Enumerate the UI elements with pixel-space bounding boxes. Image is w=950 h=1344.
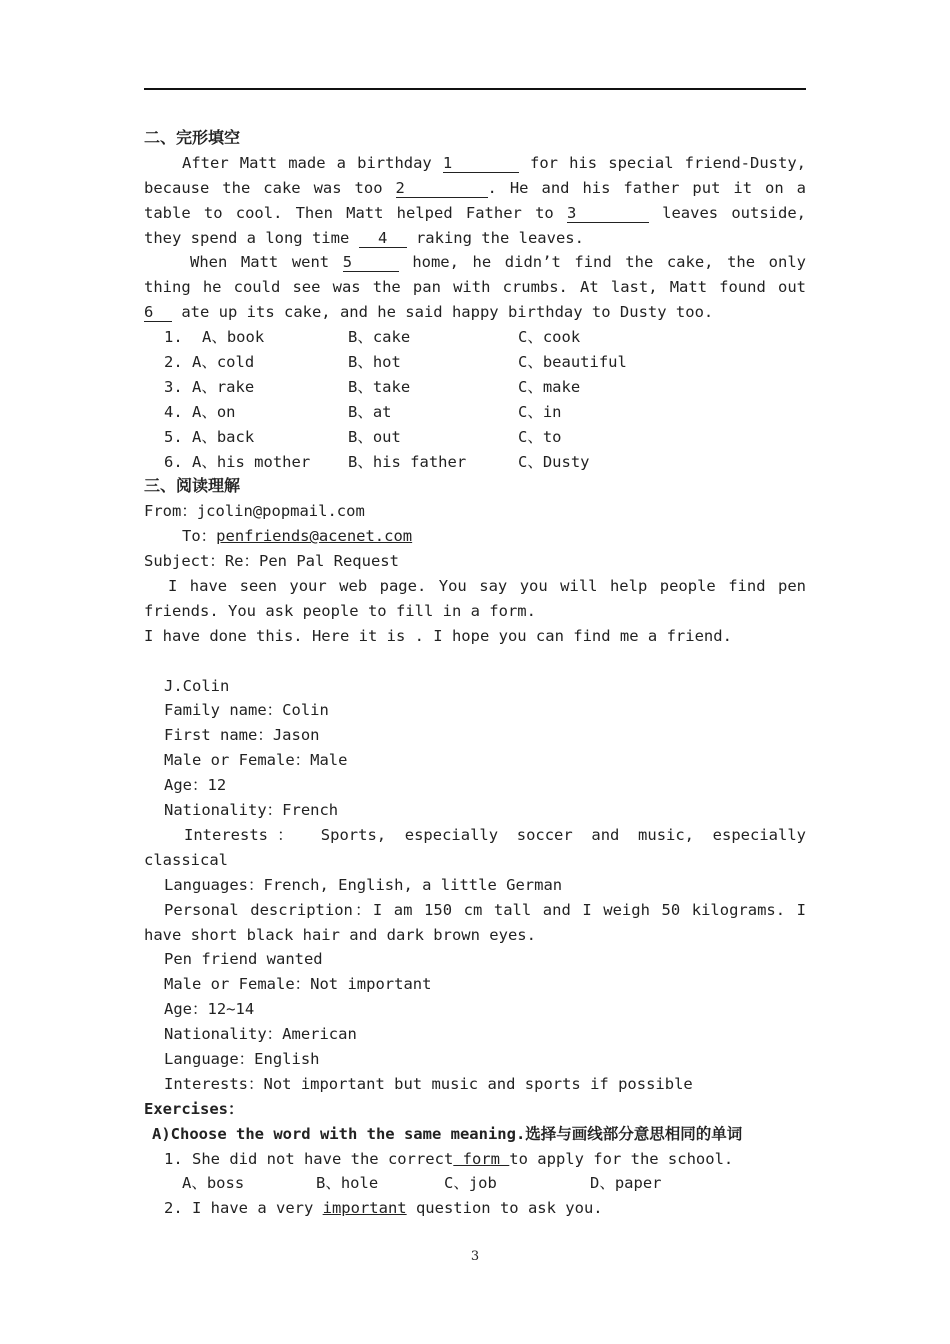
underlined-word-form: form (453, 1149, 510, 1168)
cloze-line-4: they spend a long time 4 raking the leaves. (144, 228, 584, 247)
form-languages: Languages：French, English, a little German (164, 875, 563, 894)
blank-1: 1 (443, 154, 519, 173)
form-age: Age：12 (164, 776, 227, 795)
signature: J.Colin (164, 676, 230, 695)
blank-5: 5 (343, 253, 399, 272)
cloze-questions (144, 325, 806, 474)
form-first-name: First name：Jason (164, 726, 320, 745)
question-row: 4. A、on B、at C、in (164, 402, 562, 421)
exercise-q1-options: A、boss B、hole C、job D、paper (182, 1174, 662, 1193)
form-family-name: Family name：Colin (164, 701, 329, 720)
email-body-2: friends. You ask people to fill in a form. (144, 601, 536, 620)
blank-6: 6 (144, 303, 172, 322)
wanted-heading: Pen friend wanted (164, 950, 323, 969)
email-body-3: I have done this. Here it is . I hope you can find me a friend. (144, 626, 732, 645)
email-to: To：penfriends@acenet.com (182, 527, 413, 546)
document-body (144, 126, 806, 1221)
blank-2: 2 (396, 179, 488, 198)
reading-heading: 三、阅读理解 (144, 476, 241, 496)
cloze-line-6: thing he could see was the pan with crumbs. At last, Matt found out (144, 278, 806, 297)
question-row: 3. A、rake B、take C、make (164, 377, 581, 396)
page-number: 3 (470, 1249, 480, 1264)
wanted-interests: Interests：Not important but music and sports if possible (164, 1074, 693, 1093)
cloze-line-2: because the cake was too 2 . He and his father put it on a (144, 178, 806, 197)
exercises-heading: Exercises： (144, 1099, 244, 1118)
email-from: From：jcolin@popmail.com (144, 502, 365, 521)
cloze-heading: 二、完形填空 (144, 128, 241, 147)
blank-4: 4 (359, 229, 407, 248)
cloze-line-1: After Matt made a birthday 1 for his special friend-Dusty, (182, 153, 806, 172)
to-email-link[interactable]: penfriends@acenet.com (216, 527, 413, 546)
cloze-line-5: When Matt went 5 home, he didn’t find the cake, the only (190, 253, 806, 272)
question-row: 6. A、his mother B、his father C、Dusty (164, 452, 590, 471)
email-subject: Subject：Re：Pen Pal Request (144, 552, 399, 571)
question-row: 5. A、back B、out C、to (164, 427, 562, 446)
form-interests-2: classical (144, 850, 228, 869)
cloze-line-7: 6 ate up its cake, and he said happy birthday to Dusty too. (144, 303, 714, 322)
form-gender: Male or Female：Male (164, 751, 348, 770)
section-a-instruction: A)Choose the word with the same meaning.选择与画线部分意思相同的单词 (152, 1124, 743, 1143)
wanted-nationality: Nationality：American (164, 1025, 357, 1044)
header-rule (144, 88, 806, 90)
form-description-1: Personal description：I am 150 cm tall and I weigh 50 kilograms. I (164, 900, 806, 919)
blank-line (144, 649, 806, 674)
blank-3: 3 (567, 204, 649, 223)
form-interests-1: Interests： Sports, especially soccer and music, especially (184, 825, 806, 844)
from-email: jcolin@popmail.com (196, 502, 365, 521)
email-body-1: I have seen your web page. You say you will help people find pen (168, 577, 806, 596)
exercise-q2: 2. I have a very important question to ask you. (164, 1199, 603, 1218)
exercise-q1: 1. She did not have the correct form to apply for the school. (164, 1149, 734, 1168)
form-description-2: have short black hair and dark brown eyes. (144, 925, 536, 944)
underlined-word-important: important (322, 1199, 407, 1218)
cloze-line-3: table to cool. Then Matt helped Father to 3 leaves outside, (144, 203, 806, 222)
question-row: 2. A、cold B、hot C、beautiful (164, 353, 627, 372)
question-row: 1. A、book B、cake C、cook (164, 328, 581, 347)
wanted-language: Language：English (164, 1049, 320, 1068)
form-nationality: Nationality：French (164, 801, 339, 820)
wanted-age: Age：12~14 (164, 1000, 255, 1019)
wanted-gender: Male or Female：Not important (164, 975, 432, 994)
